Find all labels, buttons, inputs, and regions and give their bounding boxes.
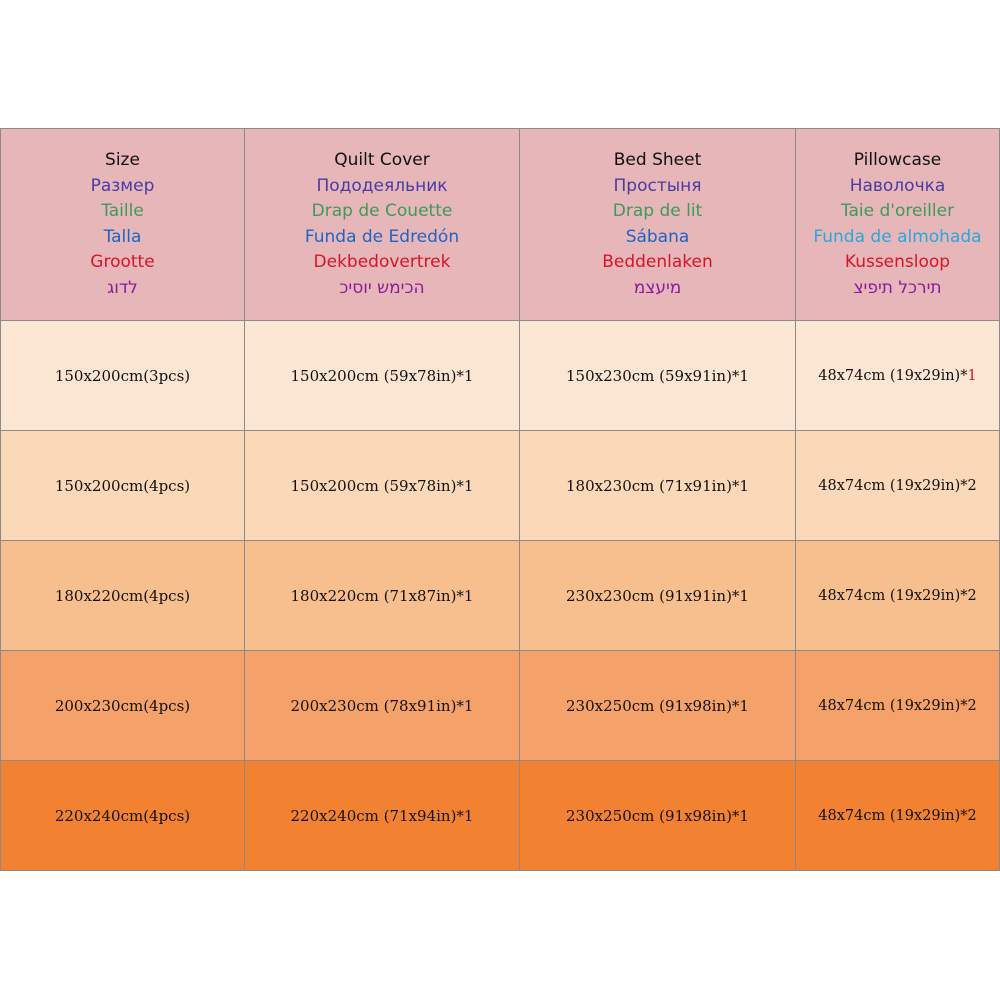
header-bed-sheet-ru: Простыня xyxy=(613,175,702,196)
header-size-en: Size xyxy=(105,150,140,170)
cell-quilt-cover: 150x200cm (59x78in)*1 xyxy=(245,321,520,431)
cell-pillowcase-main: 48x74cm (19x29in)* xyxy=(818,367,968,384)
header-bed-sheet-es: Sábana xyxy=(625,226,690,247)
header-bed-sheet-fr: Drap de lit xyxy=(612,201,703,221)
header-quilt-cover-he: הכימש יוסיכ xyxy=(339,277,425,298)
table-row xyxy=(1,761,1000,871)
header-size-he: לדוג xyxy=(107,277,138,298)
cell-quilt-cover: 150x200cm (59x78in)*1 xyxy=(245,431,520,541)
cell-pillowcase xyxy=(796,321,1000,431)
cell-size: 150x200cm(4pcs) xyxy=(1,431,245,541)
header-quilt-cover-fr: Drap de Couette xyxy=(311,201,453,221)
cell-pillowcase-main: 48x74cm (19x29in)*2 xyxy=(818,697,977,714)
header-bed-sheet xyxy=(520,129,796,321)
header-size xyxy=(1,129,245,321)
table-row xyxy=(1,541,1000,651)
header-bed-sheet-nl: Beddenlaken xyxy=(602,252,713,272)
cell-bed-sheet: 230x250cm (91x98in)*1 xyxy=(520,651,796,761)
header-pillowcase-he: תירכל תיפיצ xyxy=(853,277,942,298)
cell-pillowcase xyxy=(796,761,1000,871)
cell-pillowcase-main: 48x74cm (19x29in)*2 xyxy=(818,477,977,494)
cell-pillowcase-main: 48x74cm (19x29in)*2 xyxy=(818,587,977,604)
header-pillowcase-es: Funda de almohada xyxy=(813,226,982,247)
header-size-ru: Размер xyxy=(90,175,155,196)
cell-size: 150x200cm(3pcs) xyxy=(1,321,245,431)
cell-size: 180x220cm(4pcs) xyxy=(1,541,245,651)
cell-bed-sheet: 150x230cm (59x91in)*1 xyxy=(520,321,796,431)
cell-pillowcase-qty: 1 xyxy=(967,367,977,384)
header-quilt-cover-es: Funda de Edredón xyxy=(304,226,460,247)
cell-bed-sheet: 180x230cm (71x91in)*1 xyxy=(520,431,796,541)
header-pillowcase-nl: Kussensloop xyxy=(844,252,951,272)
size-chart-table xyxy=(0,128,1000,871)
header-quilt-cover-en: Quilt Cover xyxy=(334,150,430,170)
cell-quilt-cover: 220x240cm (71x94in)*1 xyxy=(245,761,520,871)
header-row xyxy=(1,129,1000,321)
cell-bed-sheet: 230x250cm (91x98in)*1 xyxy=(520,761,796,871)
header-bed-sheet-en: Bed Sheet xyxy=(613,150,702,170)
cell-pillowcase xyxy=(796,651,1000,761)
cell-size: 200x230cm(4pcs) xyxy=(1,651,245,761)
header-pillowcase-fr: Taie d'oreiller xyxy=(840,201,955,221)
cell-bed-sheet: 230x230cm (91x91in)*1 xyxy=(520,541,796,651)
header-size-es: Talla xyxy=(103,226,142,247)
cell-size: 220x240cm(4pcs) xyxy=(1,761,245,871)
cell-pillowcase xyxy=(796,541,1000,651)
table-row xyxy=(1,651,1000,761)
cell-pillowcase xyxy=(796,431,1000,541)
cell-pillowcase-main: 48x74cm (19x29in)*2 xyxy=(818,807,977,824)
table-row xyxy=(1,321,1000,431)
cell-quilt-cover: 200x230cm (78x91in)*1 xyxy=(245,651,520,761)
header-quilt-cover xyxy=(245,129,520,321)
cell-quilt-cover: 180x220cm (71x87in)*1 xyxy=(245,541,520,651)
table-row xyxy=(1,431,1000,541)
header-pillowcase xyxy=(796,129,1000,321)
header-pillowcase-ru: Наволочка xyxy=(849,175,946,196)
header-quilt-cover-nl: Dekbedovertrek xyxy=(313,252,451,272)
header-size-fr: Taille xyxy=(101,201,144,221)
header-pillowcase-en: Pillowcase xyxy=(853,150,942,170)
header-quilt-cover-ru: Пододеяльник xyxy=(316,175,448,196)
header-bed-sheet-he: מיעצמ xyxy=(633,277,682,298)
header-size-nl: Grootte xyxy=(90,252,155,272)
